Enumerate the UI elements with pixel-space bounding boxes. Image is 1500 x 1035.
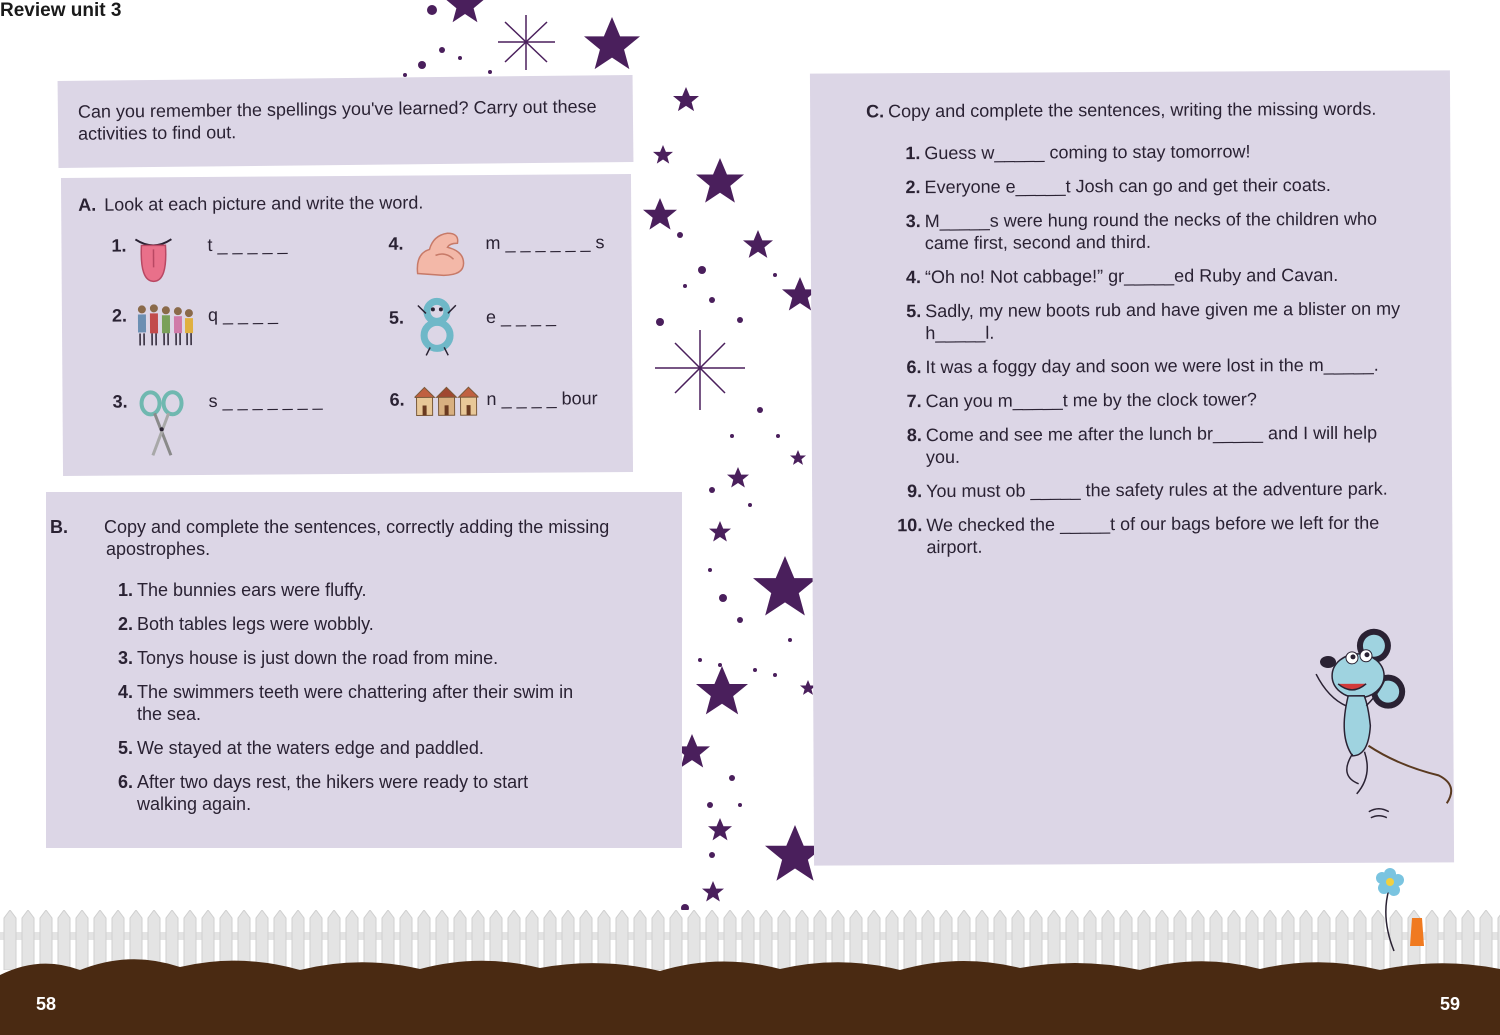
- sentence-item: 2. Everyone e_____t Josh can go and get their coats.: [905, 174, 1331, 198]
- item-number: 3.: [112, 391, 128, 412]
- answer-blank: m _ _ _ _ _ _ s: [485, 232, 605, 254]
- sentence-item: 1. The bunnies ears were fluffy.: [117, 580, 367, 600]
- section-a-letter: A.: [78, 194, 97, 215]
- item-number: 2.: [111, 305, 128, 326]
- sentence-item: 5. Sadly, my new boots rub and have given me a blister on my h_____l.: [906, 298, 1401, 344]
- sentence-item: 4. “Oh no! Not cabbage!” gr_____ed Ruby and Cavan.: [905, 264, 1339, 288]
- item-number: 6.: [389, 389, 405, 410]
- eight-icon: [416, 295, 458, 357]
- answer-blank: t _ _ _ _ _: [207, 234, 288, 255]
- section-a-heading: [78, 191, 423, 215]
- sentence-item: 8. Come and see me after the lunch br_____ and I will help you.: [906, 422, 1378, 468]
- intro-text: Can you remember the spellings you've learned? Carry out these activities to find out.: [77, 96, 597, 144]
- section-c-instruction: Copy and complete the sentences, writing the missing words.: [888, 98, 1377, 122]
- sentence-item: 7. Can you m_____t me by the clock tower?: [906, 389, 1257, 412]
- muscle-icon: [413, 229, 467, 277]
- sentence-item: 10. We checked the _____t of our bags before we left for the airport.: [897, 512, 1380, 558]
- page-number-right: 59: [1440, 994, 1461, 1014]
- sentence-item: 6. It was a foggy day and soon we were lost in the m_____.: [906, 354, 1379, 378]
- sentence-item: 3. M_____s were hung round the necks of the children who came first, second and third.: [905, 208, 1378, 254]
- soil-ground: [0, 935, 1500, 1035]
- sentence-item: 2. Both tables legs were wobbly.: [117, 614, 374, 634]
- sentence-item: 3. Tonys house is just down the road from mine.: [117, 648, 499, 668]
- queue-icon: [134, 299, 196, 349]
- answer-blank: q _ _ _ _: [207, 304, 279, 325]
- item-number: 4.: [388, 233, 404, 254]
- scissors-icon: [138, 389, 184, 459]
- item-number: 5.: [388, 307, 405, 328]
- section-c-panel: [810, 70, 1454, 865]
- intro-panel: [58, 75, 634, 168]
- section-b-panel: [46, 492, 682, 848]
- sentence-item: 5. We stayed at the waters edge and paddled.: [117, 738, 484, 758]
- section-a-panel: [61, 174, 633, 476]
- item-number: 1.: [111, 235, 127, 256]
- answer-blank: n _ _ _ _ bour: [486, 388, 598, 410]
- section-b-heading: [50, 516, 676, 560]
- houses-icon: [414, 385, 478, 417]
- answer-blank: e _ _ _ _: [485, 306, 557, 328]
- sentence-item: 4. The swimmers teeth were chattering after their swim in the sea.: [117, 682, 574, 724]
- unit-title: Review unit 3: [0, 0, 122, 21]
- answer-blank: s _ _ _ _ _ _ _: [208, 390, 323, 411]
- section-c-letter: C.: [866, 101, 885, 122]
- sentence-item: 6. After two days rest, the hikers were ready to start walking again.: [117, 772, 529, 814]
- section-b-letter: B.: [50, 517, 68, 537]
- section-a-instruction: Look at each picture and write the word.: [104, 192, 424, 215]
- tongue-icon: [133, 233, 173, 285]
- page-number-left: 58: [36, 994, 57, 1014]
- section-c-heading: [866, 98, 1376, 123]
- sentence-item: 9. You must ob _____ the safety rules at the adventure park.: [907, 478, 1388, 502]
- sentence-item: 1. Guess w_____ coming to stay tomorrow!: [905, 141, 1251, 164]
- flower-illustration: [1370, 866, 1430, 956]
- mouse-character-illustration: [1308, 625, 1454, 836]
- section-b-instruction: Copy and complete the sentences, correctly adding the missing apostrophes.: [104, 517, 610, 559]
